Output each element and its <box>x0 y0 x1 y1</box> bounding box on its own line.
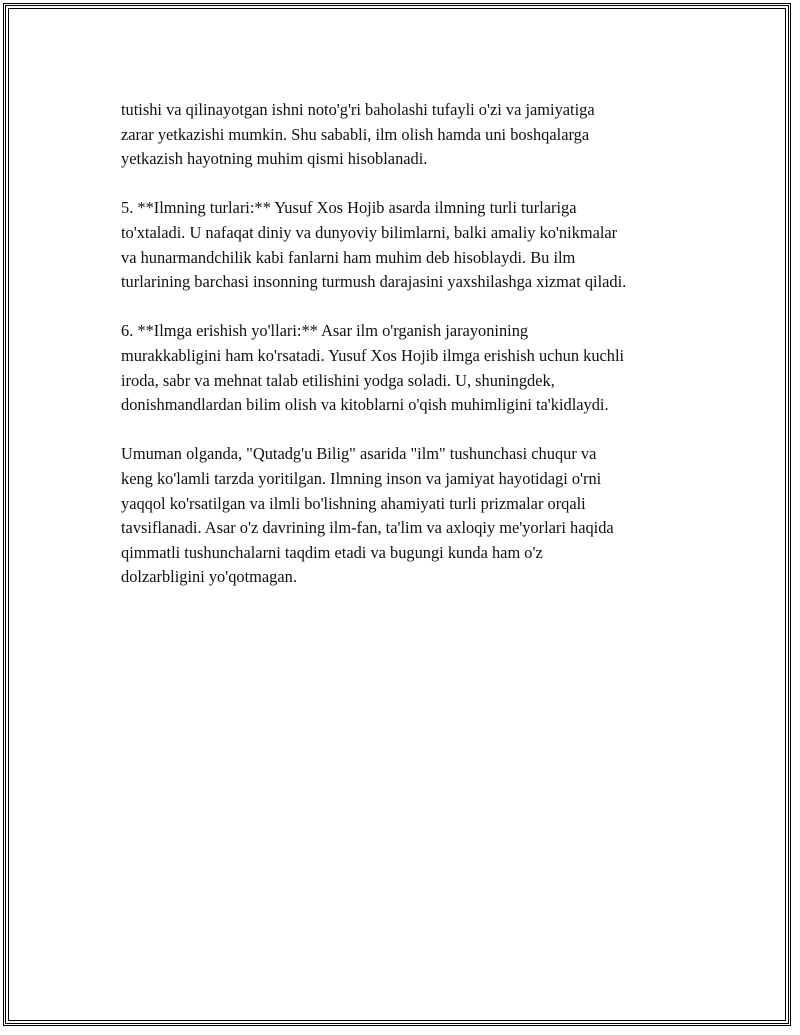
text-line: 6. **Ilmga erishish yo'llari:** Asar ilm o'rganish jarayonining <box>121 321 529 341</box>
paragraph-intro-continuation <box>121 98 706 172</box>
page-border <box>3 3 791 1026</box>
text-line: yaqqol ko'rsatilgan va ilmli bo'lishning ahamiyati turli prizmalar orqali <box>121 493 586 513</box>
text-line: va hunarmandchilik kabi fanlarni ham muhim deb hisoblaydi. Bu ilm <box>121 247 576 267</box>
text-line: iroda, sabr va mehnat talab etilishini yodga soladi. U, shuningdek, <box>121 370 555 390</box>
document-body <box>121 98 706 614</box>
paragraph-ilmning-turlari <box>121 196 706 294</box>
text-line: tavsiflanadi. Asar o'z davrining ilm-fan, ta'lim va axloqiy me'yorlari haqida <box>121 518 614 538</box>
text-line: donishmandlardan bilim olish va kitoblarni o'qish muhimligini ta'kidlaydi. <box>121 395 609 415</box>
text-line: keng ko'lamli tarzda yoritilgan. Ilmning inson va jamiyat hayotidagi o'rni <box>121 468 602 488</box>
text-line: qimmatli tushunchalarni taqdim etadi va bugungi kunda ham o'z <box>121 542 543 562</box>
paragraph-ilmga-erishish <box>121 319 706 417</box>
text-line: Umuman olganda, "Qutadg'u Bilig" asarida "ilm" tushunchasi chuqur va <box>121 444 597 464</box>
text-line: to'xtaladi. U nafaqat diniy va dunyoviy bilimlarni, balki amaliy ko'nikmalar <box>121 222 618 242</box>
text-line: 5. **Ilmning turlari:** Yusuf Xos Hojib asarda ilmning turli turlariga <box>121 198 577 218</box>
paragraph-conclusion <box>121 442 706 590</box>
text-line: dolzarbligini yo'qotmagan. <box>121 567 297 587</box>
text-line: zarar yetkazishi mumkin. Shu sababli, ilm olish hamda uni boshqalarga <box>121 124 590 144</box>
text-line: turlarining barchasi insonning turmush darajasini yaxshilashga xizmat qiladi. <box>121 272 627 292</box>
text-line: tutishi va qilinayotgan ishni noto'g'ri baholashi tufayli o'zi va jamiyatiga <box>121 100 595 119</box>
text-line: yetkazish hayotning muhim qismi hisoblanadi. <box>121 149 428 169</box>
text-line: murakkabligini ham ko'rsatadi. Yusuf Xos Hojib ilmga erishish uchun kuchli <box>121 345 625 365</box>
